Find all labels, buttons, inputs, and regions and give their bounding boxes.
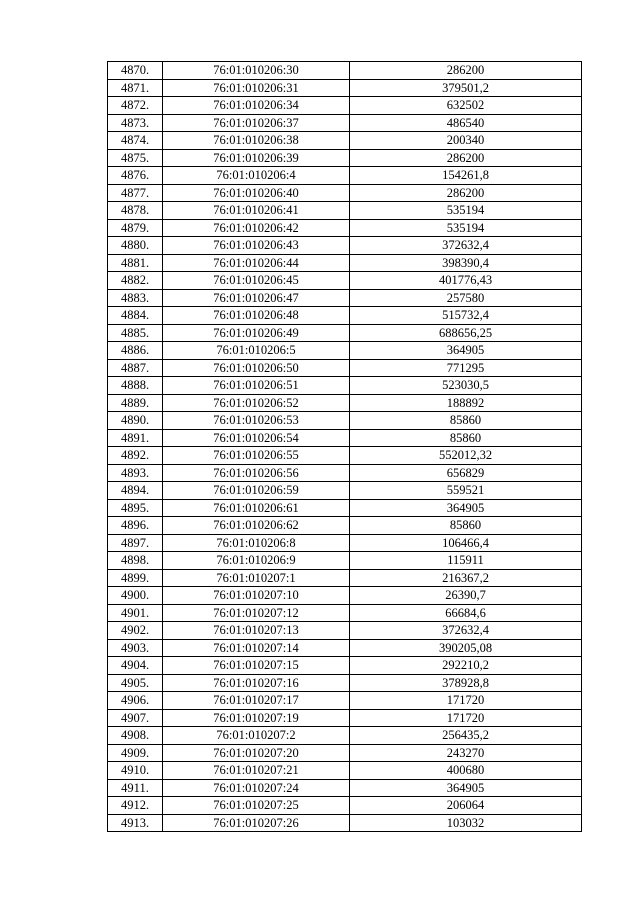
row-number-cell: 4909. (108, 744, 163, 762)
table-row (108, 639, 582, 657)
cadastral-number-cell: 76:01:010206:34 (163, 97, 350, 115)
table-row (108, 394, 582, 412)
value-cell: 171720 (350, 692, 582, 710)
table-row (108, 97, 582, 115)
cadastral-number-cell: 76:01:010207:10 (163, 587, 350, 605)
value-cell: 364905 (350, 499, 582, 517)
value-cell: 286200 (350, 184, 582, 202)
table-row (108, 604, 582, 622)
table-row (108, 447, 582, 465)
cadastral-number-cell: 76:01:010206:8 (163, 534, 350, 552)
table-row (108, 272, 582, 290)
row-number-cell: 4912. (108, 797, 163, 815)
cadastral-number-cell: 76:01:010207:13 (163, 622, 350, 640)
row-number-cell: 4903. (108, 639, 163, 657)
value-cell: 632502 (350, 97, 582, 115)
table-row (108, 814, 582, 832)
cadastral-number-cell: 76:01:010207:21 (163, 762, 350, 780)
value-cell: 656829 (350, 464, 582, 482)
table-row (108, 307, 582, 325)
value-cell: 103032 (350, 814, 582, 832)
table-row (108, 167, 582, 185)
cadastral-number-cell: 76:01:010206:31 (163, 79, 350, 97)
table-row (108, 202, 582, 220)
row-number-cell: 4874. (108, 132, 163, 150)
table-row (108, 149, 582, 167)
table-row (108, 289, 582, 307)
cadastral-number-cell: 76:01:010207:17 (163, 692, 350, 710)
row-number-cell: 4908. (108, 727, 163, 745)
value-cell: 154261,8 (350, 167, 582, 185)
row-number-cell: 4878. (108, 202, 163, 220)
row-number-cell: 4877. (108, 184, 163, 202)
cadastral-number-cell: 76:01:010207:2 (163, 727, 350, 745)
table-row (108, 324, 582, 342)
table-row (108, 657, 582, 675)
row-number-cell: 4895. (108, 499, 163, 517)
table-row (108, 569, 582, 587)
value-cell: 106466,4 (350, 534, 582, 552)
value-cell: 85860 (350, 412, 582, 430)
row-number-cell: 4892. (108, 447, 163, 465)
row-number-cell: 4886. (108, 342, 163, 360)
row-number-cell: 4880. (108, 237, 163, 255)
table-row (108, 692, 582, 710)
table-row (108, 552, 582, 570)
value-cell: 523030,5 (350, 377, 582, 395)
cadastral-number-cell: 76:01:010206:42 (163, 219, 350, 237)
value-cell: 771295 (350, 359, 582, 377)
value-cell: 364905 (350, 779, 582, 797)
table-row (108, 727, 582, 745)
value-cell: 379501,2 (350, 79, 582, 97)
row-number-cell: 4882. (108, 272, 163, 290)
table-row (108, 674, 582, 692)
value-cell: 390205,08 (350, 639, 582, 657)
cadastral-number-cell: 76:01:010206:48 (163, 307, 350, 325)
row-number-cell: 4910. (108, 762, 163, 780)
cadastral-number-cell: 76:01:010206:44 (163, 254, 350, 272)
cadastral-number-cell: 76:01:010206:52 (163, 394, 350, 412)
value-cell: 400680 (350, 762, 582, 780)
row-number-cell: 4913. (108, 814, 163, 832)
cadastral-number-cell: 76:01:010206:59 (163, 482, 350, 500)
cadastral-number-cell: 76:01:010206:38 (163, 132, 350, 150)
cadastral-number-cell: 76:01:010206:54 (163, 429, 350, 447)
cadastral-number-cell: 76:01:010206:41 (163, 202, 350, 220)
value-cell: 66684,6 (350, 604, 582, 622)
value-cell: 535194 (350, 219, 582, 237)
row-number-cell: 4872. (108, 97, 163, 115)
cadastral-number-cell: 76:01:010206:61 (163, 499, 350, 517)
row-number-cell: 4888. (108, 377, 163, 395)
cadastral-number-cell: 76:01:010206:40 (163, 184, 350, 202)
cadastral-number-cell: 76:01:010206:51 (163, 377, 350, 395)
row-number-cell: 4873. (108, 114, 163, 132)
table-row (108, 499, 582, 517)
value-cell: 535194 (350, 202, 582, 220)
table-row (108, 114, 582, 132)
value-cell: 256435,2 (350, 727, 582, 745)
cadastral-number-cell: 76:01:010206:39 (163, 149, 350, 167)
cadastral-number-cell: 76:01:010207:12 (163, 604, 350, 622)
row-number-cell: 4887. (108, 359, 163, 377)
cadastral-number-cell: 76:01:010206:43 (163, 237, 350, 255)
value-cell: 515732,4 (350, 307, 582, 325)
cadastral-number-cell: 76:01:010206:53 (163, 412, 350, 430)
cadastral-number-cell: 76:01:010207:26 (163, 814, 350, 832)
row-number-cell: 4881. (108, 254, 163, 272)
table-row (108, 184, 582, 202)
table-row (108, 517, 582, 535)
table-row (108, 797, 582, 815)
value-cell: 401776,43 (350, 272, 582, 290)
table-row (108, 429, 582, 447)
row-number-cell: 4879. (108, 219, 163, 237)
value-cell: 688656,25 (350, 324, 582, 342)
cadastral-number-cell: 76:01:010207:16 (163, 674, 350, 692)
table-row (108, 709, 582, 727)
value-cell: 364905 (350, 342, 582, 360)
cadastral-number-cell: 76:01:010207:14 (163, 639, 350, 657)
cadastral-number-cell: 76:01:010207:20 (163, 744, 350, 762)
value-cell: 85860 (350, 517, 582, 535)
cadastral-number-cell: 76:01:010207:15 (163, 657, 350, 675)
value-cell: 398390,4 (350, 254, 582, 272)
table-row (108, 132, 582, 150)
value-cell: 115911 (350, 552, 582, 570)
row-number-cell: 4898. (108, 552, 163, 570)
cadastral-number-cell: 76:01:010206:49 (163, 324, 350, 342)
value-cell: 486540 (350, 114, 582, 132)
value-cell: 243270 (350, 744, 582, 762)
cadastral-number-cell: 76:01:010206:9 (163, 552, 350, 570)
value-cell: 85860 (350, 429, 582, 447)
row-number-cell: 4896. (108, 517, 163, 535)
row-number-cell: 4901. (108, 604, 163, 622)
cadastral-number-cell: 76:01:010207:19 (163, 709, 350, 727)
value-cell: 257580 (350, 289, 582, 307)
table-row (108, 219, 582, 237)
value-cell: 372632,4 (350, 622, 582, 640)
value-cell: 206064 (350, 797, 582, 815)
table-row (108, 534, 582, 552)
row-number-cell: 4897. (108, 534, 163, 552)
table-row (108, 587, 582, 605)
value-cell: 292210,2 (350, 657, 582, 675)
table-row (108, 762, 582, 780)
row-number-cell: 4889. (108, 394, 163, 412)
cadastral-number-cell: 76:01:010206:5 (163, 342, 350, 360)
cadastral-number-cell: 76:01:010207:25 (163, 797, 350, 815)
cadastral-number-cell: 76:01:010206:62 (163, 517, 350, 535)
value-cell: 171720 (350, 709, 582, 727)
row-number-cell: 4891. (108, 429, 163, 447)
table-row (108, 359, 582, 377)
cadastral-number-cell: 76:01:010207:1 (163, 569, 350, 587)
row-number-cell: 4876. (108, 167, 163, 185)
row-number-cell: 4871. (108, 79, 163, 97)
row-number-cell: 4870. (108, 62, 163, 80)
row-number-cell: 4884. (108, 307, 163, 325)
cadastral-number-cell: 76:01:010206:45 (163, 272, 350, 290)
row-number-cell: 4885. (108, 324, 163, 342)
cadastral-number-cell: 76:01:010206:55 (163, 447, 350, 465)
value-cell: 552012,32 (350, 447, 582, 465)
row-number-cell: 4894. (108, 482, 163, 500)
row-number-cell: 4893. (108, 464, 163, 482)
cadastral-number-cell: 76:01:010206:4 (163, 167, 350, 185)
value-cell: 188892 (350, 394, 582, 412)
value-cell: 559521 (350, 482, 582, 500)
table-row (108, 377, 582, 395)
value-cell: 200340 (350, 132, 582, 150)
row-number-cell: 4906. (108, 692, 163, 710)
row-number-cell: 4899. (108, 569, 163, 587)
table-row (108, 482, 582, 500)
cadastral-number-cell: 76:01:010206:30 (163, 62, 350, 80)
cadastral-number-cell: 76:01:010206:37 (163, 114, 350, 132)
value-cell: 216367,2 (350, 569, 582, 587)
cadastral-number-cell: 76:01:010207:24 (163, 779, 350, 797)
table-row (108, 622, 582, 640)
value-cell: 372632,4 (350, 237, 582, 255)
table-row (108, 62, 582, 80)
table-row (108, 412, 582, 430)
cadastral-number-cell: 76:01:010206:56 (163, 464, 350, 482)
data-table (107, 61, 582, 832)
table-body (108, 62, 582, 832)
row-number-cell: 4883. (108, 289, 163, 307)
cadastral-number-cell: 76:01:010206:47 (163, 289, 350, 307)
row-number-cell: 4875. (108, 149, 163, 167)
table-row (108, 254, 582, 272)
value-cell: 26390,7 (350, 587, 582, 605)
row-number-cell: 4890. (108, 412, 163, 430)
row-number-cell: 4902. (108, 622, 163, 640)
table-row (108, 464, 582, 482)
table-row (108, 79, 582, 97)
table-row (108, 744, 582, 762)
row-number-cell: 4900. (108, 587, 163, 605)
row-number-cell: 4907. (108, 709, 163, 727)
table-row (108, 342, 582, 360)
value-cell: 378928,8 (350, 674, 582, 692)
value-cell: 286200 (350, 149, 582, 167)
row-number-cell: 4904. (108, 657, 163, 675)
cadastral-number-cell: 76:01:010206:50 (163, 359, 350, 377)
row-number-cell: 4911. (108, 779, 163, 797)
table-row (108, 779, 582, 797)
row-number-cell: 4905. (108, 674, 163, 692)
value-cell: 286200 (350, 62, 582, 80)
table-row (108, 237, 582, 255)
